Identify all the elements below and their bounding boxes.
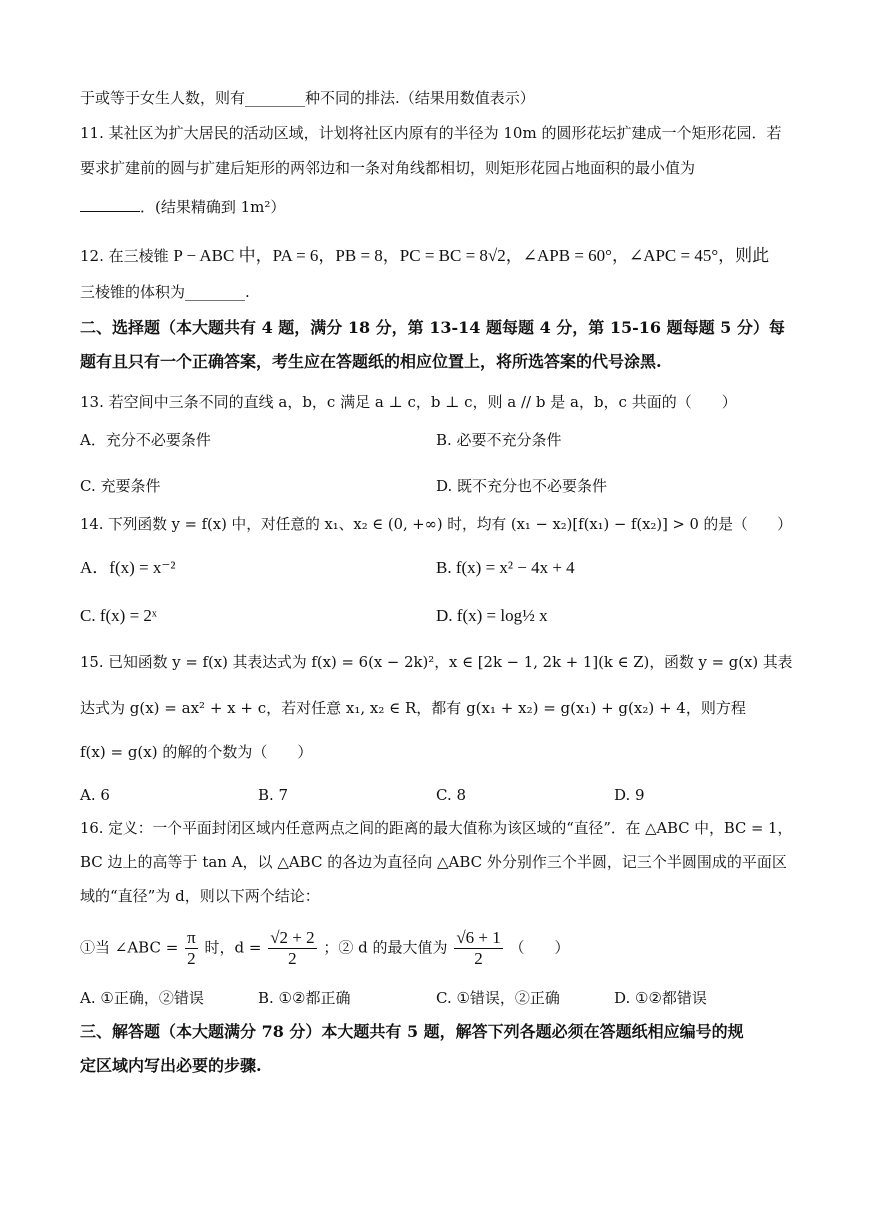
- q13-stem: 13. 若空间中三条不同的直线 a，b，c 满足 a ⊥ c，b ⊥ c，则 a // b 是 a，b，c 共面的（ ）: [80, 393, 737, 411]
- q14-stem: 14. 下列函数 y = f(x) 中，对任意的 x₁、x₂ ∈ (0, +∞) 时，均有 (x₁ − x₂)[f(x₁) − f(x₂)] > 0 的是（ ）: [80, 515, 792, 533]
- q14-option-d[interactable]: D. f(x) = log½ x: [436, 606, 548, 625]
- q16-c1-value-fraction: [268, 928, 316, 969]
- q15-option-a[interactable]: A. 6: [80, 786, 110, 804]
- q14-option-b[interactable]: B. f(x) = x² − 4x + 4: [436, 558, 575, 577]
- q16-suffix: （ ）: [509, 938, 570, 957]
- q16-c1-prefix: ①当 ∠ABC =: [80, 938, 179, 957]
- q16-c1-mid: 时，d =: [204, 938, 262, 957]
- q16-conclusions: [80, 928, 570, 969]
- q11-line1: 11. 某社区为扩大居民的活动区域，计划将社区内原有的半径为 10m 的圆形花坛扩建成一个矩形花园．若: [80, 124, 782, 142]
- section3-line2: 定区域内写出必要的步骤.: [80, 1056, 262, 1075]
- q12-line1-math: P − ABC 中，PA = 6，PB = 8，PC = BC = 8√2，∠APB = 60°，∠APC = 45°，则此: [173, 246, 770, 265]
- section2-line1: 二、选择题（本大题共有 4 题，满分 18 分，第 13-14 题每题 4 分，第 15-16 题每题 5 分）每: [80, 318, 785, 337]
- q16-c1-angle-den: 2: [187, 949, 196, 968]
- q13-option-c[interactable]: C. 充要条件: [80, 477, 161, 495]
- answer-blank[interactable]: [80, 197, 140, 212]
- q13-option-d[interactable]: D. 既不充分也不必要条件: [436, 477, 608, 495]
- q10-tail: 于或等于女生人数，则有________种不同的排法.（结果用数值表示）: [80, 89, 535, 107]
- section2-line2: 题有且只有一个正确答案，考生应在答题纸的相应位置上，将所选答案的代号涂黑.: [80, 352, 662, 371]
- q16-c2-value-fraction: [454, 928, 502, 969]
- q16-option-a[interactable]: A. ①正确，②错误: [80, 989, 204, 1007]
- q16-c1-value-num: √2 + 2: [270, 928, 315, 947]
- q15-line3: f(x) = g(x) 的解的个数为（ ）: [80, 743, 313, 761]
- q16-c1-value-den: 2: [288, 949, 297, 968]
- q11-line2: 要求扩建前的圆与扩建后矩形的两邻边和一条对角线都相切，则矩形花园占地面积的最小值为: [80, 159, 696, 177]
- q15-option-b[interactable]: B. 7: [258, 786, 289, 804]
- q16-line2: BC 边上的高等于 tan A，以 △ABC 的各边为直径向 △ABC 外分别作三个半圆，记三个半圆围成的平面区: [80, 853, 787, 871]
- q12-line1: [80, 246, 769, 266]
- section3-line1: 三、解答题（本大题满分 78 分）本大题共有 5 题，解答下列各题必须在答题纸相应编号的规: [80, 1022, 744, 1041]
- q16-line1: 16. 定义：一个平面封闭区域内任意两点之间的距离的最大值称为该区域的“直径”．在 △ABC 中，BC = 1，: [80, 819, 793, 837]
- q15-option-c[interactable]: C. 8: [436, 786, 467, 804]
- q14-option-c[interactable]: C. f(x) = 2ˣ: [80, 606, 157, 625]
- q16-c2-value-den: 2: [474, 949, 483, 968]
- q16-option-b[interactable]: B. ①②都正确: [258, 989, 351, 1007]
- q16-option-c[interactable]: C. ①错误，②正确: [436, 989, 560, 1007]
- q16-option-d[interactable]: D. ①②都错误: [614, 989, 707, 1007]
- q14-option-a[interactable]: A．f(x) = x⁻²: [80, 558, 176, 577]
- q11-line3: [80, 197, 285, 217]
- q16-c2-value-num: √6 + 1: [456, 928, 501, 947]
- q13-option-b[interactable]: B. 必要不充分条件: [436, 431, 562, 449]
- q12-line1-prefix: 12. 在三棱锥: [80, 247, 169, 265]
- q11-line3-suffix: ．(结果精确到 1m²）: [140, 198, 286, 216]
- q13-option-a[interactable]: A．充分不必要条件: [80, 431, 211, 449]
- q15-line2: 达式为 g(x) = ax² + x + c，若对任意 x₁, x₂ ∈ R，都有 g(x₁ + x₂) = g(x₁) + g(x₂) + 4，则方程: [80, 699, 746, 717]
- q16-line3: 域的“直径”为 d，则以下两个结论：: [80, 887, 320, 905]
- q12-line2: 三棱锥的体积为________.: [80, 283, 250, 301]
- q16-c1-angle-fraction: [185, 928, 198, 969]
- q15-option-d[interactable]: D. 9: [614, 786, 645, 804]
- q15-line1: 15. 已知函数 y = f(x) 其表达式为 f(x) = 6(x − 2k)²，x ∈ [2k − 1, 2k + 1](k ∈ Z)，函数 y = g(x) 其表: [80, 653, 793, 671]
- q16-c2-prefix: ；② d 的最大值为: [323, 938, 448, 957]
- q16-c1-angle-num: π: [187, 928, 196, 947]
